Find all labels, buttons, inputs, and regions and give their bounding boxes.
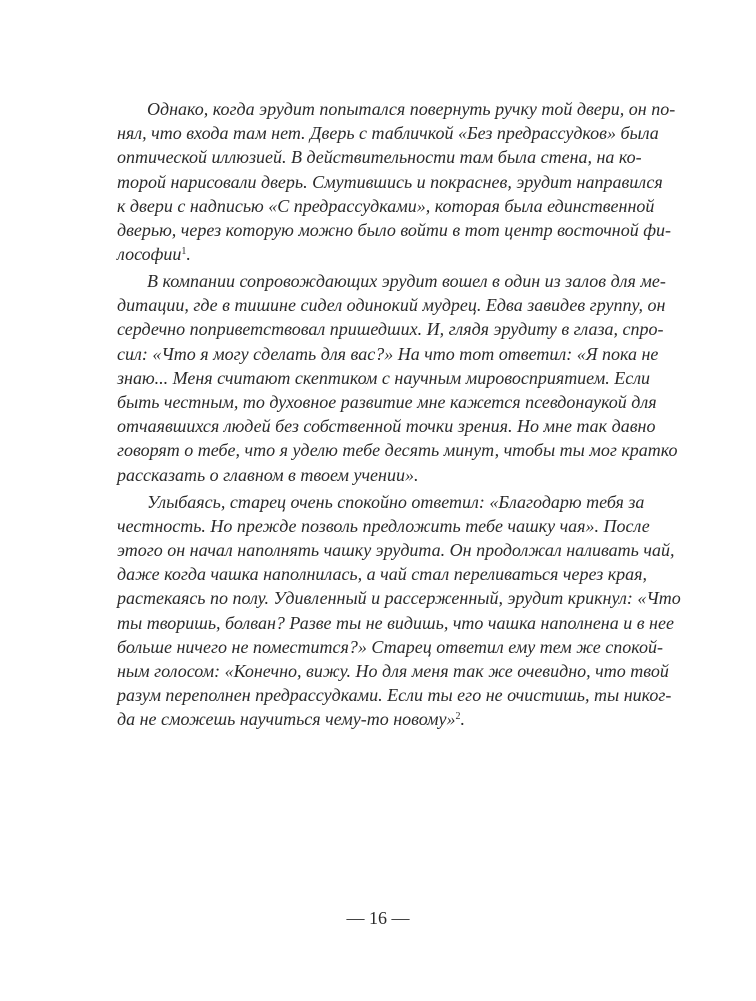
text-line: [117, 170, 663, 194]
text-line: [117, 293, 666, 317]
footnote-marker[interactable]: 1: [181, 246, 187, 258]
text-line: [117, 342, 659, 366]
paragraph: [117, 269, 678, 487]
line-text: сил: «Что я могу сделать для вас?» На что тот ответил: «Я пока не: [117, 343, 659, 364]
text-line: [117, 707, 641, 731]
line-text: отчаявшихся людей без собственной точки зрения. Но мне так давно: [117, 416, 656, 437]
line-text: дверью, через которую можно было войти в тот центр восточной фи-: [117, 219, 671, 240]
text-line: [117, 242, 641, 266]
line-text: лософии: [117, 244, 182, 265]
line-text: В компании сопровождающих эрудит вошел в один из залов для ме-: [147, 271, 666, 292]
text-line: [117, 97, 676, 121]
text-line: [117, 635, 663, 659]
line-text: Однако, когда эрудит попытался повернуть ручку той двери, он по-: [147, 99, 676, 119]
text-line: [117, 490, 645, 514]
text-line: [117, 145, 641, 169]
line-text: ным голосом: «Конечно, вижу. Но для меня так же очевидно, что твой: [117, 660, 669, 681]
paragraph: [117, 97, 676, 266]
line-text: честность. Но прежде позволь предложить тебе чашку чая». После: [117, 515, 650, 536]
footnote-marker[interactable]: 2: [455, 711, 461, 723]
sentence-end: .: [186, 244, 191, 265]
text-line: [117, 121, 659, 145]
line-text: к двери с надписью «С предрассудками», которая была единственной: [117, 195, 655, 216]
text-line: [117, 514, 650, 538]
text-line: [117, 586, 681, 610]
line-text: дитации, где в тишине сидел одинокий мудрец. Едва завидев группу, он: [117, 295, 666, 316]
line-text: оптической иллюзией. В действительности там была стена, на ко-: [117, 147, 642, 168]
text-line: [117, 538, 675, 562]
text-line: [117, 611, 674, 635]
line-text: растекаясь по полу. Удивленный и рассерженный, эрудит крикнул: «Что: [117, 588, 681, 609]
text-line: [117, 414, 656, 438]
line-text: ты творишь, болван? Разве ты не видишь, что чашка наполнена и в нее: [117, 612, 674, 633]
text-line: [117, 366, 651, 390]
text-line: [117, 683, 672, 707]
line-text: быть честным, то духовное развитие мне кажется псевдонаукой для: [117, 392, 657, 413]
text-line: [117, 194, 655, 218]
line-text: да не сможешь научиться чему-то новому»: [117, 709, 456, 730]
line-text: Улыбаясь, старец очень спокойно ответил: «Благодарю тебя за: [147, 491, 645, 512]
line-text: говорят о тебе, что я уделю тебе десять минут, чтобы ты мог кратко: [117, 440, 678, 461]
text-line: [117, 269, 666, 293]
line-text: нял, что входа там нет. Дверь с табличкой «Без предрассудков» была: [117, 123, 659, 144]
line-text: больше ничего не поместится?» Старец ответил ему тем же спокой-: [117, 636, 663, 657]
line-text: рассказать о главном в твоем учении».: [117, 464, 419, 485]
text-line: [117, 390, 657, 414]
body-text: [117, 97, 681, 731]
text-line: [117, 317, 664, 341]
text-line: [117, 562, 648, 586]
sentence-end: .: [460, 709, 466, 730]
page-number: — 16 —: [346, 908, 410, 928]
line-text: этого он начал наполнять чашку эрудита. Он продолжал наливать чай,: [117, 539, 675, 560]
line-text: торой нарисовали дверь. Смутившись и покраснев, эрудит направился: [117, 171, 663, 192]
text-line: [117, 463, 641, 487]
line-text: разум переполнен предрассудками. Если ты его не очистишь, ты никог-: [117, 685, 672, 706]
text-line: [117, 438, 678, 462]
text-line: [117, 659, 669, 683]
paragraph: [117, 490, 681, 732]
line-text: знаю... Меня считают скептиком с научным мировосприятием. Если: [117, 367, 651, 388]
text-line: [117, 218, 671, 242]
line-text: сердечно поприветствовал пришедших. И, глядя эрудиту в глаза, спро-: [117, 319, 664, 340]
line-text: даже когда чашка наполнилась, а чай стал переливаться через края,: [117, 564, 648, 585]
